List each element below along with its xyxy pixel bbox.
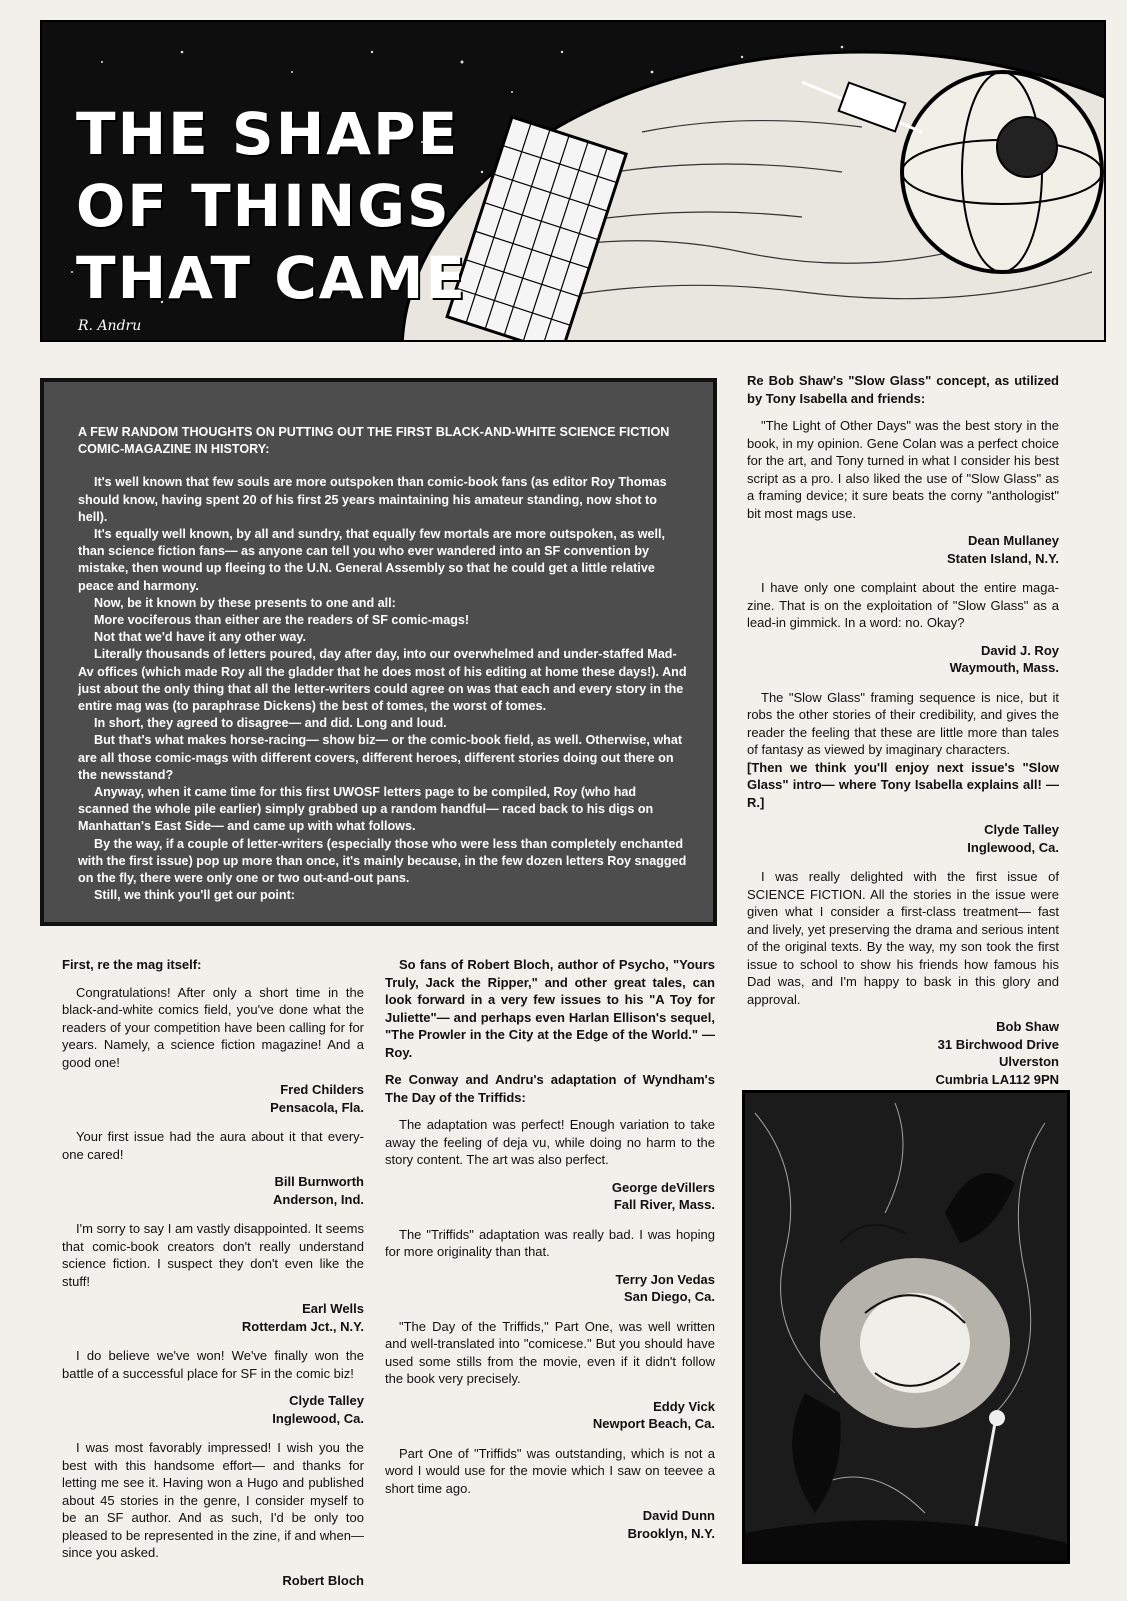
letter-address-line: Ulverston: [999, 1054, 1059, 1069]
letter-place: Newport Beach, Ca.: [592, 1416, 715, 1431]
letter-author: Terry Jon Vedas: [615, 1271, 715, 1287]
letter-signature: [385, 1179, 715, 1214]
letter-signature: [385, 1507, 715, 1542]
letter-place: Anderson, Ind.: [273, 1191, 364, 1207]
letter-signature: [62, 1572, 364, 1590]
letter-author: Clyde Talley: [984, 822, 1059, 837]
letter-text: Congratulations! After only a short time in the black-and-white comics field, you've done what the readers of your competition have been calling for for years. Namely, a science fiction magazine! And a good one!: [62, 984, 364, 1070]
intro-paragraph: Literally thousands of letters poured, day after day, into our overwhelmed and under-staffed Mad-Av offices (which made Roy all the gladder that he does most of his editing at home these days!). And just about the only thing that all the letter-writers could agree on was that each and every story in the entire mag was (to paraphrase Dickens) the best of tomes, the worst of tomes.: [78, 647, 687, 714]
letter-text: Part One of "Triffids" was outstanding, which is not a word I would use for the movie which I saw on teevee a short time ago.: [385, 1445, 715, 1496]
letter-place: Waymouth, Mass.: [949, 660, 1059, 675]
editor-reply: So fans of Robert Bloch, author of Psycho, "Yours Truly, Jack the Ripper," and other great tales, can look forward in a very few issues to his "A Toy for Juliette"— and perhaps even Harlan Ellison's sequel, "The Prowler in the City at the Edge of the World." —Roy.: [385, 957, 715, 1060]
letter-author: Earl Wells: [302, 1301, 364, 1316]
section-lead: Re Bob Shaw's "Slow Glass" concept, as utilized by Tony Isabella and friends:: [747, 373, 1059, 406]
letter-text: "The Day of the Triffids," Part One, was well written and well-translated into "comicese." But you should have used some stills from the movie, even if it didn't follow the book very precisely.: [385, 1318, 715, 1386]
letter-place: Inglewood, Ca.: [272, 1410, 364, 1426]
editor-reply: [Then we think you'll enjoy next issue's "Slow Glass" intro— where Tony Isabella explains all! —R.]: [747, 759, 1059, 810]
letter-text: The adaptation was perfect! Enough variation to take away the feeling of deja vu, while doing no harm to the story content. The art was also perfect.: [385, 1117, 715, 1167]
letter-place: Brooklyn, N.Y.: [627, 1525, 715, 1541]
letter-place: Pensacola, Fla.: [270, 1099, 364, 1115]
intro-paragraph: Anyway, when it came time for this first UWOSF letters page to be compiled, Roy (who had scanned the whole pile earlier) simply grabbed up a random handful— raced back to his digs on Manhattan's East Side— and came up with what follows.: [78, 785, 654, 834]
banner-title-line: THAT CAME: [76, 244, 468, 312]
artist-signature: R. Andru: [78, 318, 142, 334]
section-lead: First, re the mag itself:: [62, 957, 202, 972]
letter-signature: [385, 1271, 715, 1306]
letter-text: I have only one complaint about the entire maga-zine. That is on the exploitation of "Slow Glass" as a lead-in gimmick. In a word: no. Okay?: [747, 580, 1059, 630]
intro-paragraph: Not that we'd have it any other way.: [94, 630, 306, 645]
letters-column-right: [747, 372, 1059, 1118]
letter-text: I'm sorry to say I am vastly disappointed. It seems that comic-book creators don't really understand science fiction. I suspect they don't even like the stuff!: [62, 1221, 364, 1289]
letter-text: Your first issue had the aura about it that every-one cared!: [62, 1129, 364, 1162]
letter-signature: [62, 1081, 364, 1116]
intro-paragraph: By the way, if a couple of letter-writers (especially those who were less than completely enchanted with the first issue) pop up more than once, it's mainly because, in the few dozen letters Roy snagged on the fly, there were only one or two out-and-out pans.: [78, 836, 687, 886]
letter-place: Rotterdam Jct., N.Y.: [241, 1318, 364, 1334]
banner-title-line: OF THINGS: [76, 172, 451, 240]
letter-author: Bill Burnworth: [274, 1174, 364, 1189]
letter-text: "The Light of Other Days" was the best story in the book, in my opinion. Gene Colan was a perfect choice for the art, and Tony turned in what I consider his best script as a pro. I also liked the use of "Slow Glass" as a framing device; it sure beats the corny "anthologist" bit most mags use.: [747, 418, 1059, 521]
letter-place: Inglewood, Ca.: [967, 839, 1059, 855]
intro-paragraph: In short, they agreed to disagree— and did. Long and loud.: [94, 716, 447, 731]
intro-paragraph: But that's what makes horse-racing— show biz— or the comic-book field, as well. Otherwise, what are all those comic-mags with different covers, different heroes, different stories doing out there on the newsstand?: [78, 733, 683, 782]
intro-paragraph: Still, we think you'll get our point:: [94, 888, 295, 903]
letter-signature: [62, 1173, 364, 1208]
intro-heading: A FEW RANDOM THOUGHTS ON PUTTING OUT THE FIRST BLACK-AND-WHITE SCIENCE FICTION COMIC-MAGAZINE IN HISTORY:: [78, 425, 670, 457]
letter-place: Fall River, Mass.: [613, 1197, 715, 1212]
intro-paragraph: It's well known that few souls are more outspoken than comic-book fans (as editor Roy Thomas should know, having spent 20 of his first 25 years maintaining his amateur standing, now shot to hell).: [78, 475, 667, 524]
letter-author: Dean Mullaney: [967, 533, 1059, 548]
letter-text: I was most favorably impressed! I wish you the best with this handsome effort— and thanks for letting me see it. Having won a Hugo and published about 45 stories in the genre, I consider myself to be an SF author. And as such, I'd be only too pleased to be represented in the zine, if and when— since you asked.: [62, 1440, 364, 1560]
letter-address-line: 31 Birchwood Drive: [937, 1036, 1059, 1052]
banner-title: [76, 98, 467, 314]
letter-signature: [747, 642, 1059, 677]
letters-column-left: [62, 956, 364, 1601]
letter-place: Staten Island, N.Y.: [947, 550, 1059, 566]
letter-author: Bob Shaw: [996, 1019, 1059, 1034]
letters-column-middle: [385, 956, 715, 1554]
letter-signature: [62, 1392, 364, 1427]
letter-text: The "Slow Glass" framing sequence is nice, but it robs the other stories of their credibility, and gives the reader the feeling that these are little more than tales of fantasy as viewed by imaginary characters.: [747, 689, 1059, 757]
header-banner: [40, 20, 1106, 342]
letter-signature: [62, 1300, 364, 1335]
triffid-illustration: [742, 1090, 1070, 1564]
intro-paragraph: More vociferous than either are the readers of SF comic-mags!: [94, 613, 470, 628]
letter-place: San Diego, Ca.: [623, 1289, 715, 1304]
letter-author: David Dunn: [642, 1508, 715, 1523]
intro-paragraph: Now, be it known by these presents to one and all:: [94, 595, 396, 610]
letter-author: Fred Childers: [280, 1082, 364, 1097]
letter-author: Clyde Talley: [289, 1393, 364, 1408]
letter-text: The "Triffids" adaptation was really bad. I was hoping for more originality than that.: [385, 1226, 715, 1259]
letter-author: Eddy Vick: [653, 1398, 715, 1414]
letter-author: Robert Bloch: [282, 1572, 364, 1588]
letter-text: I do believe we've won! We've finally won the battle of a successful place for SF in the comic biz!: [62, 1348, 364, 1381]
banner-title-line: THE SHAPE: [76, 100, 460, 168]
intro-box: [40, 378, 717, 926]
letter-text: I was really delighted with the first issue of SCIENCE FICTION. All the stories in the issue were given what I consider a first-class treatment— fast and lively, yet preserving the drama and serious intent of the original texts. By the way, my son took the first issue to school to show his friends how famous his Dad was, and I'm happy to bask in this glory and approval.: [747, 869, 1059, 1007]
letter-address-line: Cumbria LA112 9PN: [935, 1071, 1059, 1087]
section-lead: Re Conway and Andru's adaptation of Wyndham's The Day of the Triffids:: [385, 1072, 715, 1105]
letter-author: George deVillers: [611, 1179, 715, 1195]
letter-signature: [747, 532, 1059, 567]
intro-paragraph: It's equally well known, by all and sundry, that equally few mortals are more outspoken, as well, than science fiction fans— as anyone can tell you who ever wandered into an SF convention by mistake, then wound up fleeing to the U.N. General Assembly so that he could get a little relative peace and harmony.: [78, 527, 666, 593]
letter-author: David J. Roy: [980, 642, 1059, 658]
illustration-drawing: [745, 1093, 1067, 1561]
letter-signature: [385, 1398, 715, 1433]
letter-signature: [747, 821, 1059, 856]
